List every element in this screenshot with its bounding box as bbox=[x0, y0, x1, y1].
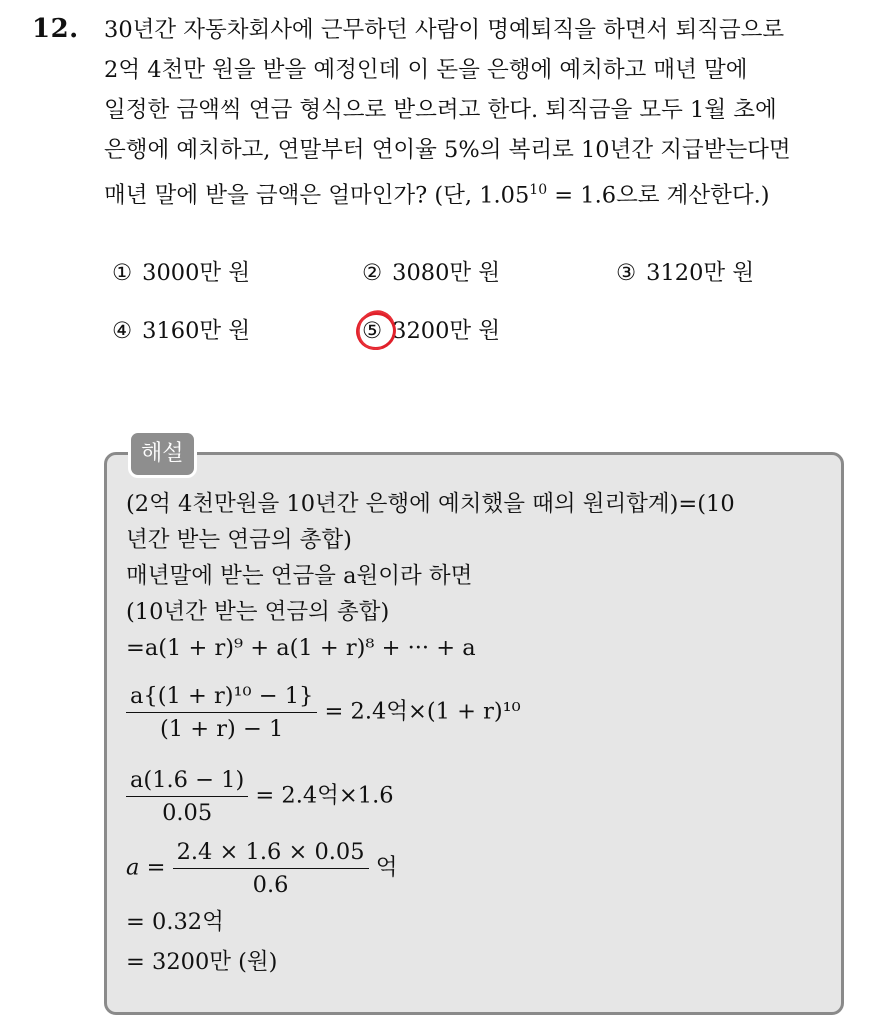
equation-lhs: a = bbox=[126, 854, 173, 881]
equation-3 bbox=[126, 836, 397, 901]
solution-sum-line: =a(1 + r)⁹ + a(1 + r)⁸ + ··· + a bbox=[126, 635, 476, 661]
question-last-prefix: 매년 말에 받을 금액은 얼마인가? (단, 1.05 bbox=[104, 182, 530, 209]
denominator: 0.6 bbox=[252, 872, 289, 898]
fraction bbox=[126, 680, 317, 745]
equation-rhs: 억 bbox=[368, 854, 398, 881]
choice-mark: ④ bbox=[112, 318, 133, 344]
fraction bbox=[126, 764, 248, 829]
choice-mark: ① bbox=[112, 260, 133, 286]
choice-mark: ② bbox=[362, 260, 383, 286]
equation-1 bbox=[126, 680, 521, 745]
question-line: 은행에 예치하고, 연말부터 연이율 5%의 복리로 10년간 지급받는다면 bbox=[104, 137, 791, 163]
solution-text bbox=[126, 486, 826, 666]
equation-rhs: = 2.4억×(1 + r)¹⁰ bbox=[317, 698, 521, 725]
equation-rhs: = 2.4억×1.6 bbox=[248, 782, 394, 809]
solution-line: (10년간 받는 연금의 총합) bbox=[126, 599, 390, 625]
question-line: 2억 4천만 원을 받을 예정인데 이 돈을 은행에 예치하고 매년 말에 bbox=[104, 57, 748, 83]
exponent: 10 bbox=[529, 182, 548, 198]
solution-line: (2억 4천만원을 10년간 은행에 예치했을 때의 원리합계)=(10 bbox=[126, 491, 735, 517]
numerator: a(1.6 − 1) bbox=[126, 764, 248, 797]
choice-4[interactable] bbox=[112, 316, 250, 346]
choice-text: 3000만 원 bbox=[142, 260, 251, 286]
solution-line: 매년말에 받는 연금을 a원이라 하면 bbox=[126, 563, 473, 589]
choice-text: 3200만 원 bbox=[392, 318, 501, 344]
question-line: 일정한 금액씩 연금 형식으로 받으려고 한다. 퇴직금을 모두 1월 초에 bbox=[104, 97, 777, 123]
question-text bbox=[104, 10, 864, 216]
denominator: (1 + r) − 1 bbox=[160, 716, 284, 742]
choice-mark: ③ bbox=[616, 260, 637, 286]
choice-mark: ⑤ bbox=[362, 318, 383, 344]
fraction bbox=[173, 836, 369, 901]
solution-tag: 해설 bbox=[128, 430, 197, 478]
choice-text: 3120만 원 bbox=[646, 260, 755, 286]
answer-circle-stroke bbox=[351, 304, 401, 356]
question-line: 30년간 자동차회사에 근무하던 사람이 명예퇴직을 하면서 퇴직금으로 bbox=[104, 17, 785, 43]
result-line-2: = 3200만 (원) bbox=[126, 949, 278, 975]
equation-2 bbox=[126, 764, 394, 829]
numerator: a{(1 + r)¹⁰ − 1} bbox=[126, 680, 317, 713]
choice-1[interactable] bbox=[112, 258, 250, 288]
result-line-1: = 0.32억 bbox=[126, 909, 224, 935]
numerator: 2.4 × 1.6 × 0.05 bbox=[173, 836, 369, 869]
choice-2[interactable] bbox=[362, 258, 500, 288]
question-number: 12. bbox=[32, 14, 79, 44]
choice-text: 3080만 원 bbox=[392, 260, 501, 286]
denominator: 0.05 bbox=[162, 800, 213, 826]
question-line bbox=[104, 170, 864, 216]
choice-3[interactable] bbox=[616, 258, 754, 288]
choice-text: 3160만 원 bbox=[142, 318, 251, 344]
question-last-suffix: = 1.6으로 계산한다.) bbox=[547, 182, 770, 209]
solution-line: 년간 받는 연금의 총합) bbox=[126, 527, 352, 553]
